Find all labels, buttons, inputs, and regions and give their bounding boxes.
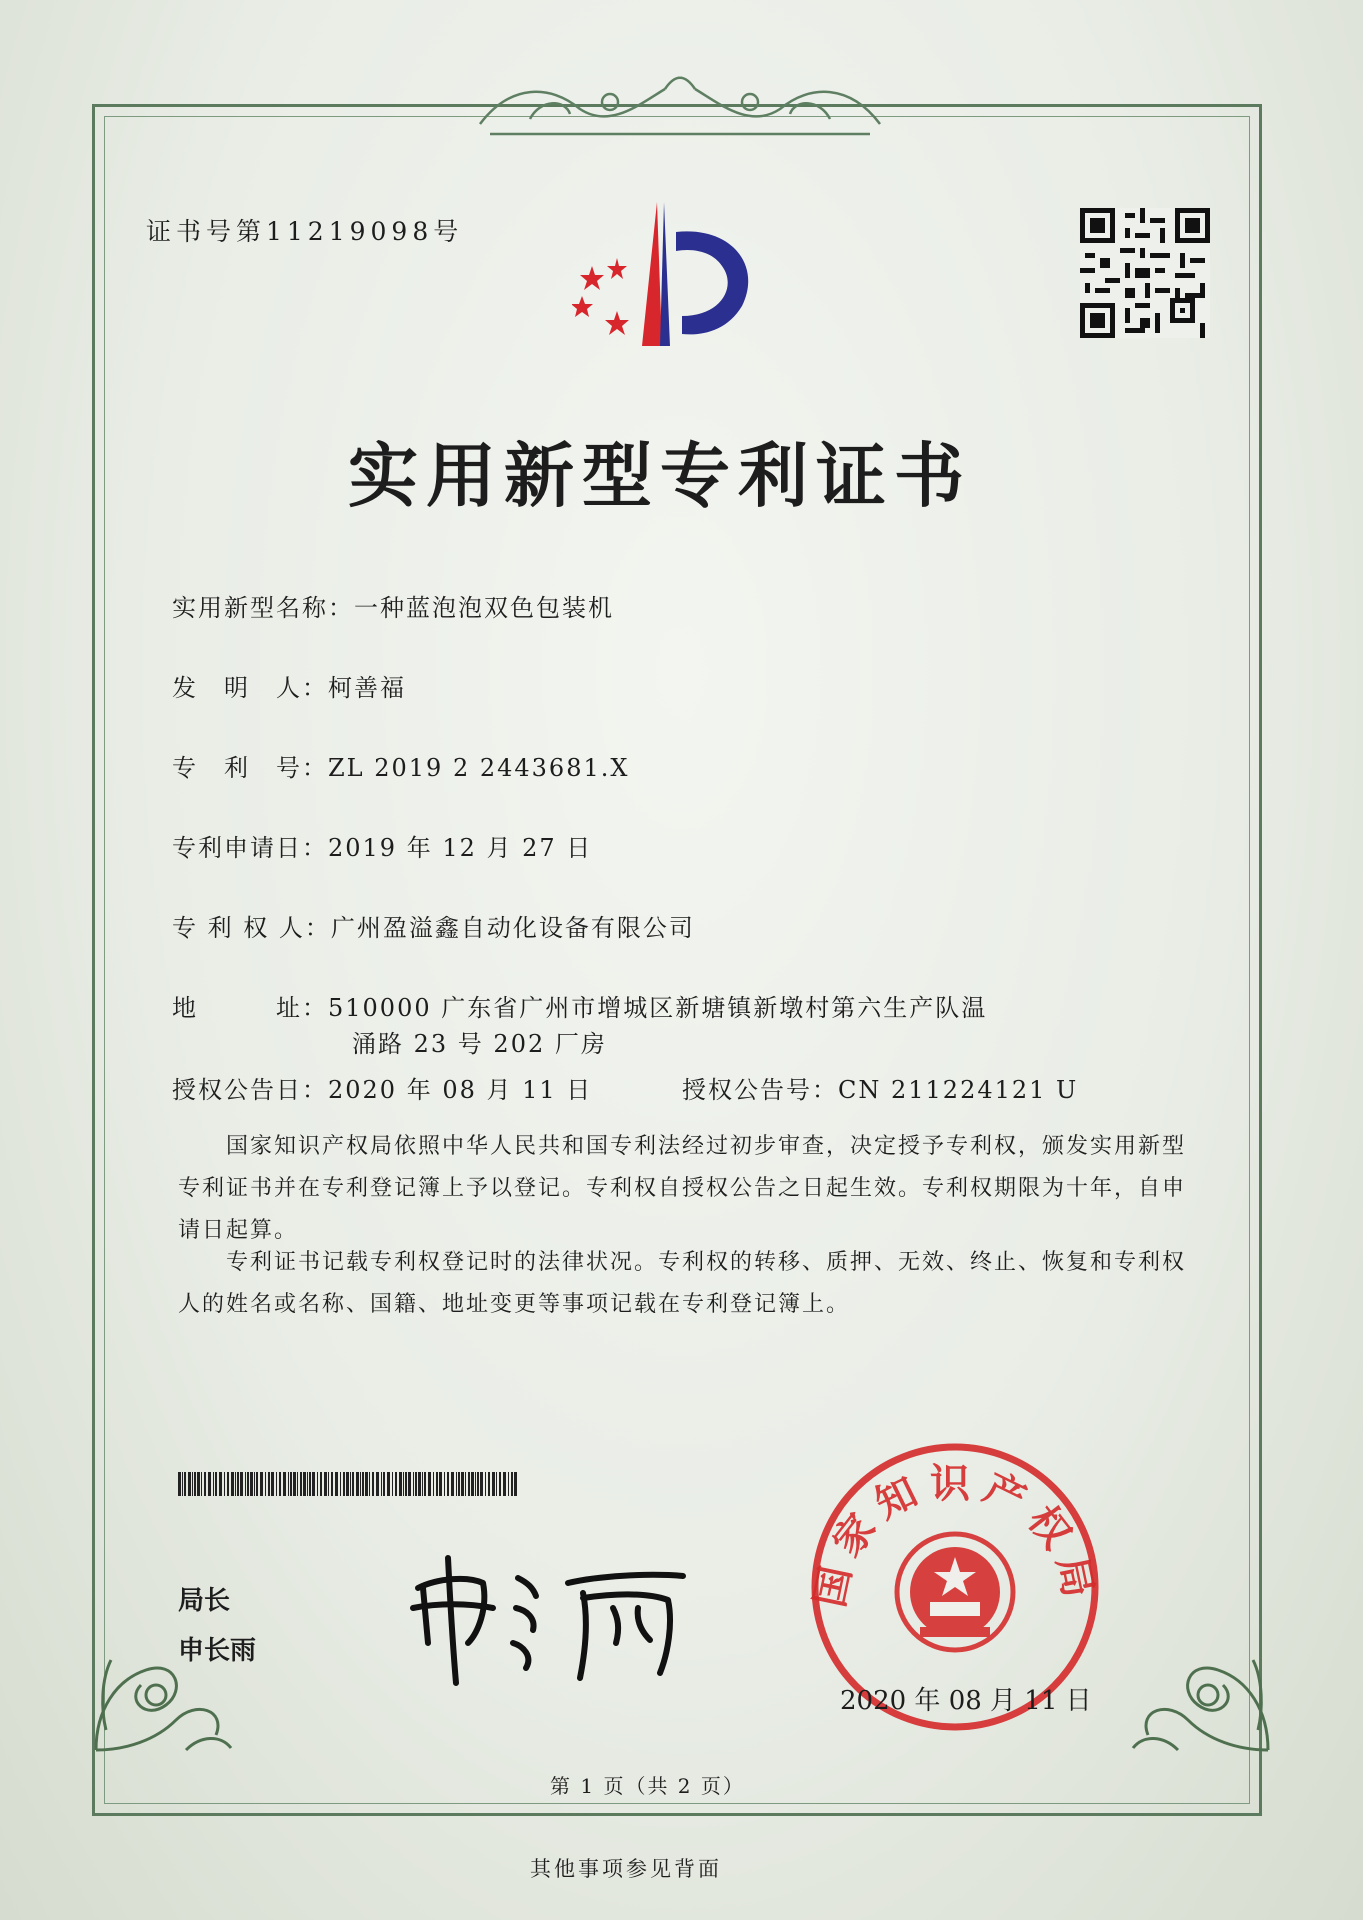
- qr-code-icon: [1080, 208, 1210, 338]
- footer-note: 其他事项参见背面: [530, 1857, 722, 1881]
- application-date-value: 2019 年 12 月 27 日: [328, 834, 593, 862]
- corner-ornament-icon: [1128, 1620, 1278, 1760]
- address-label: 地 址：: [172, 994, 328, 1022]
- inventor-value: 柯善福: [328, 674, 406, 702]
- inventor-label: 发 明 人：: [172, 674, 328, 702]
- utility-model-name-row: [172, 588, 614, 623]
- certificate-number: 证书号第11219098号: [146, 217, 464, 246]
- patent-number-value: ZL 2019 2 2443681.X: [328, 754, 630, 782]
- certificate-title: 实用新型专利证书: [348, 434, 972, 517]
- application-date-label: 专利申请日：: [172, 834, 328, 862]
- utility-model-name-label: 实用新型名称：: [172, 594, 354, 622]
- patentee-row: [172, 908, 695, 943]
- director-title: 局长: [178, 1586, 231, 1616]
- address-line1: 510000 广东省广州市增城区新塘镇新墩村第六生产队温: [328, 994, 988, 1022]
- grant-number-row: [682, 1070, 1078, 1105]
- legal-paragraph-1: 国家知识产权局依照中华人民共和国专利法经过初步审查，决定授予专利权，颁发实用新型专利证书并在专利登记簿上予以登记。专利权自授权公告之日起生效。专利权期限为十年，自申请日起算。: [178, 1134, 1187, 1243]
- grant-date-value: 2020 年 08 月 11 日: [328, 1076, 593, 1104]
- grant-number-label: 授权公告号：: [682, 1076, 838, 1104]
- patent-number-label: 专 利 号：: [172, 754, 328, 782]
- patentee-label: 专 利 权 人：: [172, 914, 331, 942]
- patentee-value: 广州盈溢鑫自动化设备有限公司: [330, 914, 695, 942]
- grant-number-value: CN 211224121 U: [838, 1076, 1079, 1104]
- grant-date-row: [172, 1070, 592, 1105]
- cnipa-emblem-icon: [572, 196, 782, 366]
- signature-icon: [398, 1548, 698, 1688]
- grant-date-label: 授权公告日：: [172, 1076, 328, 1104]
- address-line2: 涌路 23 号 202 厂房: [352, 1030, 607, 1058]
- patent-number-row: [172, 748, 629, 783]
- seal-text: 国家知识产权局: [806, 1460, 1104, 1612]
- application-date-row: [172, 828, 592, 863]
- seal-date: 2020 年 08 月 11 日: [840, 1686, 1092, 1716]
- legal-paragraph-2: 专利证书记载专利权登记时的法律状况。专利权的转移、质押、无效、终止、恢复和专利权人的姓名或名称、国籍、地址变更等事项记载在专利登记簿上。: [178, 1250, 1187, 1317]
- top-ornament-icon: [470, 64, 890, 144]
- barcode-icon: [178, 1472, 520, 1496]
- utility-model-name-value: 一种蓝泡泡双色包装机: [354, 594, 614, 622]
- inventor-row: [172, 668, 406, 703]
- address-row: [172, 988, 987, 1023]
- director-name: 申长雨: [178, 1636, 257, 1666]
- page-number: 第 1 页（共 2 页）: [550, 1774, 745, 1798]
